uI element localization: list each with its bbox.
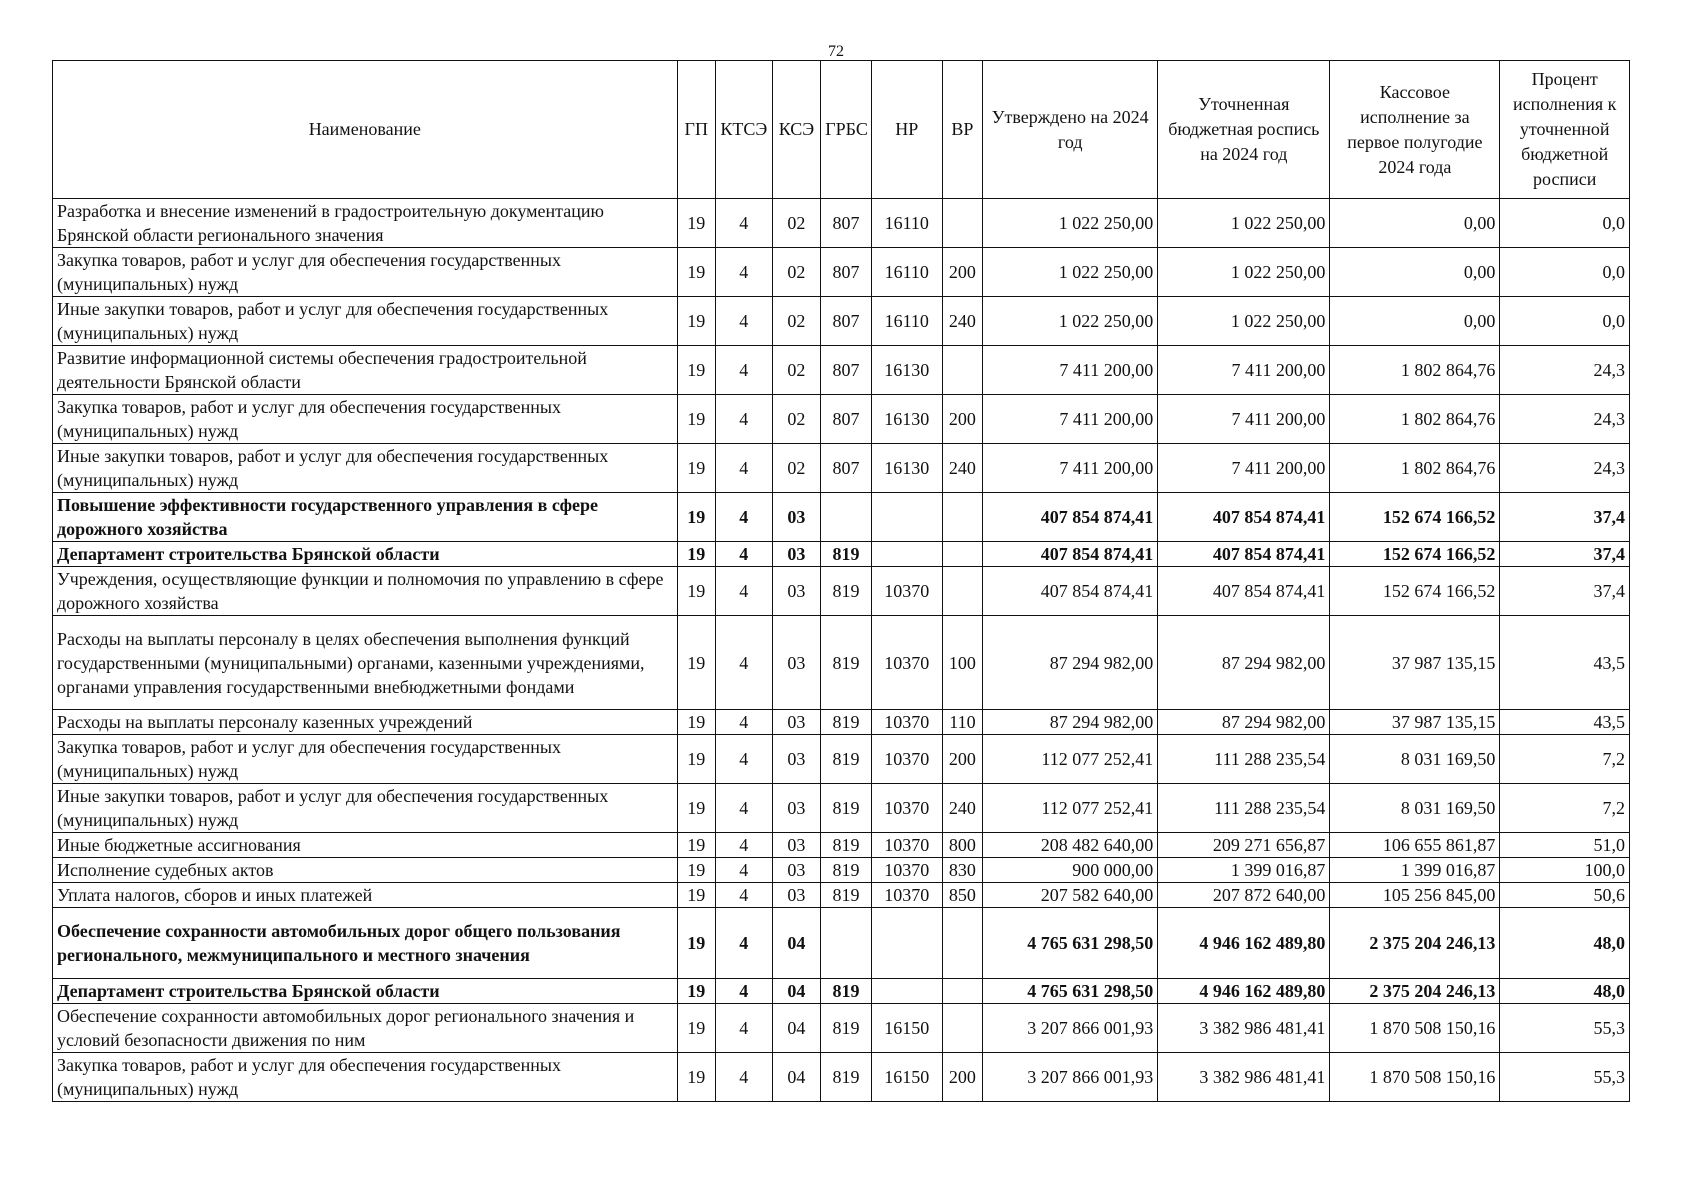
cell-refined: 1 022 250,00 — [1158, 297, 1330, 346]
cell-ktse: 4 — [715, 199, 772, 248]
cell-percent: 37,4 — [1500, 542, 1630, 567]
cell-percent: 7,2 — [1500, 735, 1630, 784]
cell-ktse: 4 — [715, 908, 772, 979]
cell-gp: 19 — [677, 199, 715, 248]
cell-ktse: 4 — [715, 567, 772, 616]
cell-vr: 200 — [942, 395, 982, 444]
cell-nr: 10370 — [871, 735, 942, 784]
table-row — [53, 1004, 1630, 1053]
cell-grbs: 819 — [821, 833, 872, 858]
cell-grbs: 807 — [821, 297, 872, 346]
cell-grbs: 819 — [821, 784, 872, 833]
cell-name: Закупка товаров, работ и услуг для обеспечения государственных (муниципальных) нужд — [53, 395, 678, 444]
cell-gp: 19 — [677, 616, 715, 710]
cell-nr: 10370 — [871, 833, 942, 858]
cell-approved: 900 000,00 — [983, 858, 1158, 883]
cell-executed: 8 031 169,50 — [1330, 784, 1500, 833]
cell-name: Разработка и внесение изменений в градостроительную документацию Брянской области регионального значения — [53, 199, 678, 248]
cell-kse: 03 — [772, 784, 821, 833]
cell-kse: 02 — [772, 248, 821, 297]
cell-vr: 200 — [942, 735, 982, 784]
cell-ktse: 4 — [715, 395, 772, 444]
table-row — [53, 444, 1630, 493]
header-gp: ГП — [677, 61, 715, 199]
cell-vr: 100 — [942, 616, 982, 710]
cell-executed: 105 256 845,00 — [1330, 883, 1500, 908]
cell-percent: 0,0 — [1500, 297, 1630, 346]
cell-nr: 16130 — [871, 444, 942, 493]
cell-ktse: 4 — [715, 444, 772, 493]
cell-grbs: 819 — [821, 710, 872, 735]
cell-refined: 7 411 200,00 — [1158, 395, 1330, 444]
cell-grbs: 819 — [821, 1004, 872, 1053]
header-vr: ВР — [942, 61, 982, 199]
cell-gp: 19 — [677, 297, 715, 346]
cell-approved: 208 482 640,00 — [983, 833, 1158, 858]
cell-refined: 3 382 986 481,41 — [1158, 1053, 1330, 1102]
cell-nr: 16110 — [871, 248, 942, 297]
cell-approved: 1 022 250,00 — [983, 199, 1158, 248]
cell-grbs: 807 — [821, 199, 872, 248]
cell-kse: 02 — [772, 444, 821, 493]
cell-nr: 10370 — [871, 784, 942, 833]
budget-execution-table — [52, 60, 1630, 1102]
header-name: Наименование — [53, 61, 678, 199]
cell-ktse: 4 — [715, 858, 772, 883]
table-row — [53, 297, 1630, 346]
cell-name: Учреждения, осуществляющие функции и полномочия по управлению в сфере дорожного хозяйства — [53, 567, 678, 616]
cell-refined: 4 946 162 489,80 — [1158, 979, 1330, 1004]
cell-ktse: 4 — [715, 1004, 772, 1053]
cell-approved: 4 765 631 298,50 — [983, 908, 1158, 979]
cell-ktse: 4 — [715, 735, 772, 784]
cell-approved: 1 022 250,00 — [983, 297, 1158, 346]
cell-executed: 152 674 166,52 — [1330, 493, 1500, 542]
cell-grbs — [821, 908, 872, 979]
table-row — [53, 248, 1630, 297]
cell-grbs: 807 — [821, 395, 872, 444]
table-header-row — [53, 61, 1630, 199]
cell-ktse: 4 — [715, 346, 772, 395]
cell-approved: 3 207 866 001,93 — [983, 1004, 1158, 1053]
cell-kse: 04 — [772, 1004, 821, 1053]
cell-nr — [871, 542, 942, 567]
cell-percent: 100,0 — [1500, 858, 1630, 883]
table-row — [53, 833, 1630, 858]
cell-executed: 0,00 — [1330, 297, 1500, 346]
cell-kse: 02 — [772, 199, 821, 248]
cell-gp: 19 — [677, 248, 715, 297]
cell-percent: 43,5 — [1500, 616, 1630, 710]
cell-approved: 407 854 874,41 — [983, 567, 1158, 616]
cell-percent: 7,2 — [1500, 784, 1630, 833]
cell-nr: 10370 — [871, 858, 942, 883]
cell-approved: 87 294 982,00 — [983, 710, 1158, 735]
table-row — [53, 542, 1630, 567]
cell-ktse: 4 — [715, 542, 772, 567]
cell-percent: 55,3 — [1500, 1004, 1630, 1053]
cell-refined: 4 946 162 489,80 — [1158, 908, 1330, 979]
cell-approved: 407 854 874,41 — [983, 493, 1158, 542]
cell-vr — [942, 199, 982, 248]
cell-percent: 43,5 — [1500, 710, 1630, 735]
cell-gp: 19 — [677, 710, 715, 735]
table-row — [53, 979, 1630, 1004]
cell-executed: 0,00 — [1330, 248, 1500, 297]
cell-vr: 200 — [942, 1053, 982, 1102]
cell-executed: 152 674 166,52 — [1330, 567, 1500, 616]
cell-ktse: 4 — [715, 710, 772, 735]
cell-gp: 19 — [677, 444, 715, 493]
cell-name: Повышение эффективности государственного управления в сфере дорожного хозяйства — [53, 493, 678, 542]
cell-gp: 19 — [677, 784, 715, 833]
cell-percent: 37,4 — [1500, 567, 1630, 616]
cell-name: Уплата налогов, сборов и иных платежей — [53, 883, 678, 908]
table-row — [53, 883, 1630, 908]
cell-refined: 87 294 982,00 — [1158, 710, 1330, 735]
cell-executed: 1 802 864,76 — [1330, 346, 1500, 395]
cell-kse: 03 — [772, 567, 821, 616]
table-row — [53, 858, 1630, 883]
cell-percent: 51,0 — [1500, 833, 1630, 858]
cell-approved: 407 854 874,41 — [983, 542, 1158, 567]
cell-grbs: 819 — [821, 883, 872, 908]
cell-name: Расходы на выплаты персоналу казенных учреждений — [53, 710, 678, 735]
cell-name: Иные закупки товаров, работ и услуг для обеспечения государственных (муниципальных) нужд — [53, 444, 678, 493]
cell-ktse: 4 — [715, 248, 772, 297]
cell-gp: 19 — [677, 908, 715, 979]
cell-refined: 1 399 016,87 — [1158, 858, 1330, 883]
cell-percent: 24,3 — [1500, 346, 1630, 395]
cell-refined: 207 872 640,00 — [1158, 883, 1330, 908]
cell-gp: 19 — [677, 1053, 715, 1102]
header-nr: НР — [871, 61, 942, 199]
cell-kse: 03 — [772, 616, 821, 710]
cell-grbs: 807 — [821, 248, 872, 297]
cell-kse: 03 — [772, 710, 821, 735]
cell-ktse: 4 — [715, 493, 772, 542]
cell-approved: 87 294 982,00 — [983, 616, 1158, 710]
table-row — [53, 908, 1630, 979]
cell-ktse: 4 — [715, 883, 772, 908]
cell-grbs: 819 — [821, 616, 872, 710]
cell-name: Департамент строительства Брянской области — [53, 542, 678, 567]
cell-name: Обеспечение сохранности автомобильных дорог общего пользования регионального, межмуниципального и местного значения — [53, 908, 678, 979]
cell-gp: 19 — [677, 493, 715, 542]
cell-nr: 10370 — [871, 616, 942, 710]
cell-name: Закупка товаров, работ и услуг для обеспечения государственных (муниципальных) нужд — [53, 735, 678, 784]
cell-approved: 4 765 631 298,50 — [983, 979, 1158, 1004]
header-percent: Процент исполнения к уточненной бюджетной росписи — [1500, 61, 1630, 199]
cell-refined: 87 294 982,00 — [1158, 616, 1330, 710]
cell-percent: 50,6 — [1500, 883, 1630, 908]
cell-name: Развитие информационной системы обеспечения градостроительной деятельности Брянской области — [53, 346, 678, 395]
table-row — [53, 784, 1630, 833]
cell-gp: 19 — [677, 883, 715, 908]
table-row — [53, 567, 1630, 616]
cell-gp: 19 — [677, 567, 715, 616]
cell-executed: 0,00 — [1330, 199, 1500, 248]
cell-vr: 110 — [942, 710, 982, 735]
cell-gp: 19 — [677, 1004, 715, 1053]
cell-name: Департамент строительства Брянской области — [53, 979, 678, 1004]
cell-kse: 02 — [772, 346, 821, 395]
cell-nr: 10370 — [871, 883, 942, 908]
cell-percent: 0,0 — [1500, 199, 1630, 248]
cell-nr — [871, 908, 942, 979]
cell-refined: 209 271 656,87 — [1158, 833, 1330, 858]
cell-executed: 1 870 508 150,16 — [1330, 1053, 1500, 1102]
header-kse: КСЭ — [772, 61, 821, 199]
cell-approved: 7 411 200,00 — [983, 444, 1158, 493]
cell-kse: 03 — [772, 858, 821, 883]
cell-refined: 111 288 235,54 — [1158, 735, 1330, 784]
cell-ktse: 4 — [715, 1053, 772, 1102]
header-refined: Уточненная бюджетная роспись на 2024 год — [1158, 61, 1330, 199]
cell-gp: 19 — [677, 833, 715, 858]
cell-ktse: 4 — [715, 833, 772, 858]
cell-grbs — [821, 493, 872, 542]
cell-vr — [942, 979, 982, 1004]
cell-grbs: 819 — [821, 735, 872, 784]
cell-nr: 10370 — [871, 567, 942, 616]
cell-executed: 1 802 864,76 — [1330, 444, 1500, 493]
cell-grbs: 819 — [821, 858, 872, 883]
cell-percent: 55,3 — [1500, 1053, 1630, 1102]
cell-ktse: 4 — [715, 616, 772, 710]
cell-nr — [871, 979, 942, 1004]
cell-refined: 407 854 874,41 — [1158, 542, 1330, 567]
header-ktse: КТСЭ — [715, 61, 772, 199]
cell-refined: 407 854 874,41 — [1158, 567, 1330, 616]
cell-vr: 800 — [942, 833, 982, 858]
cell-vr: 240 — [942, 297, 982, 346]
cell-kse: 03 — [772, 883, 821, 908]
cell-ktse: 4 — [715, 784, 772, 833]
cell-name: Обеспечение сохранности автомобильных дорог регионального значения и условий безопасности движения по ним — [53, 1004, 678, 1053]
header-approved: Утверждено на 2024 год — [983, 61, 1158, 199]
cell-vr: 240 — [942, 444, 982, 493]
table-row — [53, 395, 1630, 444]
cell-kse: 04 — [772, 979, 821, 1004]
cell-executed: 37 987 135,15 — [1330, 710, 1500, 735]
cell-name: Закупка товаров, работ и услуг для обеспечения государственных (муниципальных) нужд — [53, 248, 678, 297]
cell-approved: 1 022 250,00 — [983, 248, 1158, 297]
cell-kse: 03 — [772, 493, 821, 542]
cell-kse: 04 — [772, 908, 821, 979]
cell-executed: 2 375 204 246,13 — [1330, 908, 1500, 979]
cell-grbs: 819 — [821, 567, 872, 616]
cell-nr: 16110 — [871, 297, 942, 346]
cell-vr: 240 — [942, 784, 982, 833]
table-row — [53, 616, 1630, 710]
header-grbs: ГРБС — [821, 61, 872, 199]
header-executed: Кассовое исполнение за первое полугодие 2024 года — [1330, 61, 1500, 199]
cell-percent: 48,0 — [1500, 979, 1630, 1004]
cell-vr: 200 — [942, 248, 982, 297]
table-row — [53, 346, 1630, 395]
cell-nr: 16150 — [871, 1053, 942, 1102]
cell-vr: 830 — [942, 858, 982, 883]
cell-gp: 19 — [677, 858, 715, 883]
cell-refined: 111 288 235,54 — [1158, 784, 1330, 833]
cell-refined: 7 411 200,00 — [1158, 346, 1330, 395]
table-row — [53, 710, 1630, 735]
cell-name: Иные закупки товаров, работ и услуг для обеспечения государственных (муниципальных) нужд — [53, 784, 678, 833]
cell-executed: 2 375 204 246,13 — [1330, 979, 1500, 1004]
cell-refined: 1 022 250,00 — [1158, 199, 1330, 248]
cell-kse: 03 — [772, 833, 821, 858]
cell-kse: 03 — [772, 735, 821, 784]
cell-executed: 1 870 508 150,16 — [1330, 1004, 1500, 1053]
cell-approved: 7 411 200,00 — [983, 346, 1158, 395]
cell-vr — [942, 346, 982, 395]
cell-nr: 16150 — [871, 1004, 942, 1053]
cell-vr — [942, 493, 982, 542]
cell-kse: 03 — [772, 542, 821, 567]
cell-gp: 19 — [677, 735, 715, 784]
cell-executed: 37 987 135,15 — [1330, 616, 1500, 710]
cell-vr: 850 — [942, 883, 982, 908]
cell-executed: 106 655 861,87 — [1330, 833, 1500, 858]
cell-executed: 152 674 166,52 — [1330, 542, 1500, 567]
cell-grbs: 819 — [821, 979, 872, 1004]
cell-executed: 8 031 169,50 — [1330, 735, 1500, 784]
cell-refined: 7 411 200,00 — [1158, 444, 1330, 493]
cell-vr — [942, 542, 982, 567]
cell-grbs: 807 — [821, 346, 872, 395]
page-number: 72 — [828, 43, 844, 60]
cell-kse: 04 — [772, 1053, 821, 1102]
cell-name: Иные закупки товаров, работ и услуг для обеспечения государственных (муниципальных) нужд — [53, 297, 678, 346]
cell-grbs: 807 — [821, 444, 872, 493]
table-row — [53, 199, 1630, 248]
cell-ktse: 4 — [715, 297, 772, 346]
cell-nr: 16130 — [871, 346, 942, 395]
cell-gp: 19 — [677, 346, 715, 395]
cell-name: Расходы на выплаты персоналу в целях обеспечения выполнения функций государственными (муниципальными) органами, казенными учреждениями, органами управления государственными внебюджетными фондами — [53, 616, 678, 710]
cell-percent: 24,3 — [1500, 444, 1630, 493]
cell-grbs: 819 — [821, 1053, 872, 1102]
cell-vr — [942, 567, 982, 616]
cell-approved: 112 077 252,41 — [983, 735, 1158, 784]
cell-kse: 02 — [772, 395, 821, 444]
cell-name: Закупка товаров, работ и услуг для обеспечения государственных (муниципальных) нужд — [53, 1053, 678, 1102]
cell-executed: 1 802 864,76 — [1330, 395, 1500, 444]
cell-name: Иные бюджетные ассигнования — [53, 833, 678, 858]
cell-percent: 48,0 — [1500, 908, 1630, 979]
table-row — [53, 735, 1630, 784]
cell-nr: 16110 — [871, 199, 942, 248]
cell-gp: 19 — [677, 979, 715, 1004]
cell-gp: 19 — [677, 542, 715, 567]
cell-percent: 0,0 — [1500, 248, 1630, 297]
cell-refined: 407 854 874,41 — [1158, 493, 1330, 542]
cell-approved: 3 207 866 001,93 — [983, 1053, 1158, 1102]
cell-kse: 02 — [772, 297, 821, 346]
cell-grbs: 819 — [821, 542, 872, 567]
cell-percent: 24,3 — [1500, 395, 1630, 444]
cell-gp: 19 — [677, 395, 715, 444]
cell-vr — [942, 1004, 982, 1053]
cell-percent: 37,4 — [1500, 493, 1630, 542]
cell-nr: 16130 — [871, 395, 942, 444]
cell-approved: 112 077 252,41 — [983, 784, 1158, 833]
cell-ktse: 4 — [715, 979, 772, 1004]
table-body — [53, 199, 1630, 1102]
table-row — [53, 1053, 1630, 1102]
table-row — [53, 493, 1630, 542]
cell-name: Исполнение судебных актов — [53, 858, 678, 883]
cell-executed: 1 399 016,87 — [1330, 858, 1500, 883]
cell-refined: 1 022 250,00 — [1158, 248, 1330, 297]
cell-nr — [871, 493, 942, 542]
cell-approved: 7 411 200,00 — [983, 395, 1158, 444]
cell-vr — [942, 908, 982, 979]
cell-refined: 3 382 986 481,41 — [1158, 1004, 1330, 1053]
cell-nr: 10370 — [871, 710, 942, 735]
cell-approved: 207 582 640,00 — [983, 883, 1158, 908]
